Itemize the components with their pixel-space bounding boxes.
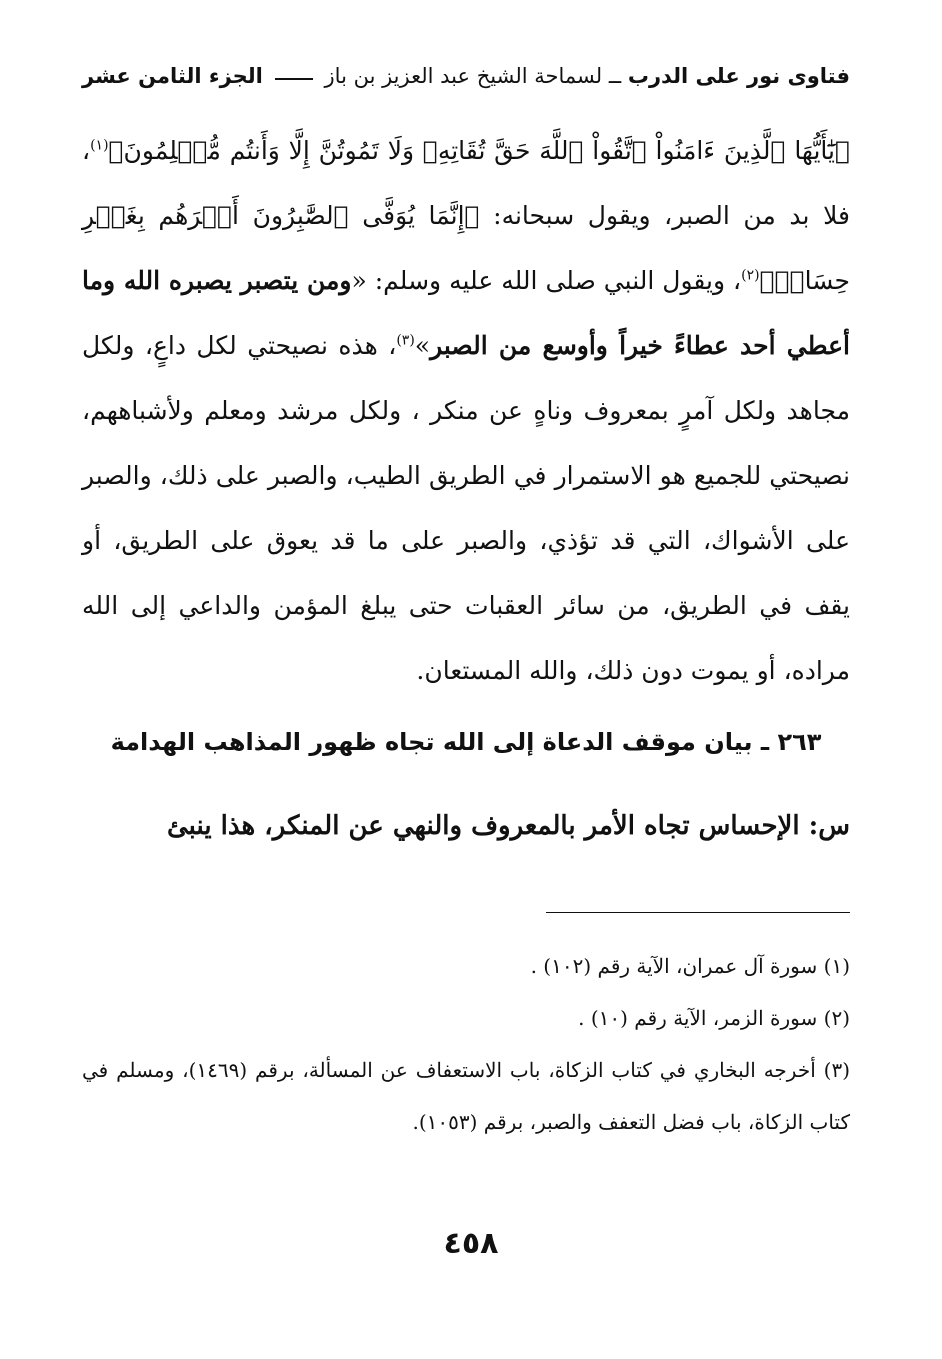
footnote-ref-1[interactable]: (١) <box>90 137 109 154</box>
footnote-separator <box>546 912 850 913</box>
body-text-3: ، هذه نصيحتي لكل داعٍ، ولكل مجاهد ولكل آمرٍ بمعروف وناهٍ عن منكر ، ولكل مرشد ومعلم ولأشباههم، نصيحتي للجميع هو الاستمرار في الطريق الطيب، والصبر على ذلك، والصبر على الأشواك، التي قد تؤذي، والصبر على ما قد يعوق على الطريق، أو يقف في الطريق، من سائر العقبات حتى يبلغ المؤمن والداعي إلى الله مراده، أو يموت دون ذلك، والله المستعان. <box>82 331 850 685</box>
section-heading: ٢٦٣ ـ بيان موقف الدعاة إلى الله تجاه ظهور المذاهب الهدامة <box>110 728 822 756</box>
body-paragraph <box>82 118 850 703</box>
page-number: ٤٥٨ <box>443 1226 499 1261</box>
header-rule <box>275 78 313 80</box>
header-volume: الجزء الثامن عشر <box>82 64 263 88</box>
footnote-1: (١) سورة آل عمران، الآية رقم (١٠٢) . <box>530 954 850 978</box>
footnote-2: (٢) سورة الزمر، الآية رقم (١٠) . <box>578 1006 850 1030</box>
quran-verse-2: ﴿إِنَّمَا يُوَفَّى ٱلصَّٰبِرُونَ أَجۡرَهُم بِغَيۡرِ حِسَابٖ﴾ <box>82 201 850 295</box>
footnote-3: (٣) أخرجه البخاري في كتاب الزكاة، باب الاستعفاف عن المسألة، برقم (١٤٦٩)، ومسلم في كتاب الزكاة، باب فضل التعفف والصبر، برقم (١٠٥٣). <box>82 1058 850 1134</box>
running-header <box>82 56 850 96</box>
body-text-2: ، ويقول النبي صلى الله عليه وسلم: « <box>351 266 742 295</box>
question-text: س: الإحساس تجاه الأمر بالمعروف والنهي عن المنكر، هذا ينبئ <box>167 811 850 841</box>
footnote-ref-3[interactable]: (٣) <box>396 332 415 349</box>
header-series-title: فتاوى نور على الدرب <box>627 64 850 88</box>
header-series <box>325 64 850 88</box>
footnote-ref-2[interactable]: (٢) <box>741 267 760 284</box>
quran-verse-1: ﴿يَٰٓأَيُّهَا ٱلَّذِينَ ءَامَنُواْ ٱتَّقُواْ ٱللَّهَ حَقَّ تُقَاتِهِۦ وَلَا تَمُوتُنَّ إِلَّا وَأَنتُم مُّسۡلِمُونَ﴾ <box>108 136 850 165</box>
header-author: ــ لسماحة الشيخ عبد العزيز بن باز <box>324 64 622 88</box>
footnotes <box>82 940 850 1148</box>
hadith-close-quote: » <box>414 331 431 360</box>
hadith-text: ومن يتصبر يصبره الله وما أعطي أحد عطاءً خيراً وأوسع من الصبر <box>82 266 850 360</box>
body-paragraph-text <box>82 118 850 703</box>
body-text-1: ، فلا بد من الصبر، ويقول سبحانه: <box>82 136 850 230</box>
